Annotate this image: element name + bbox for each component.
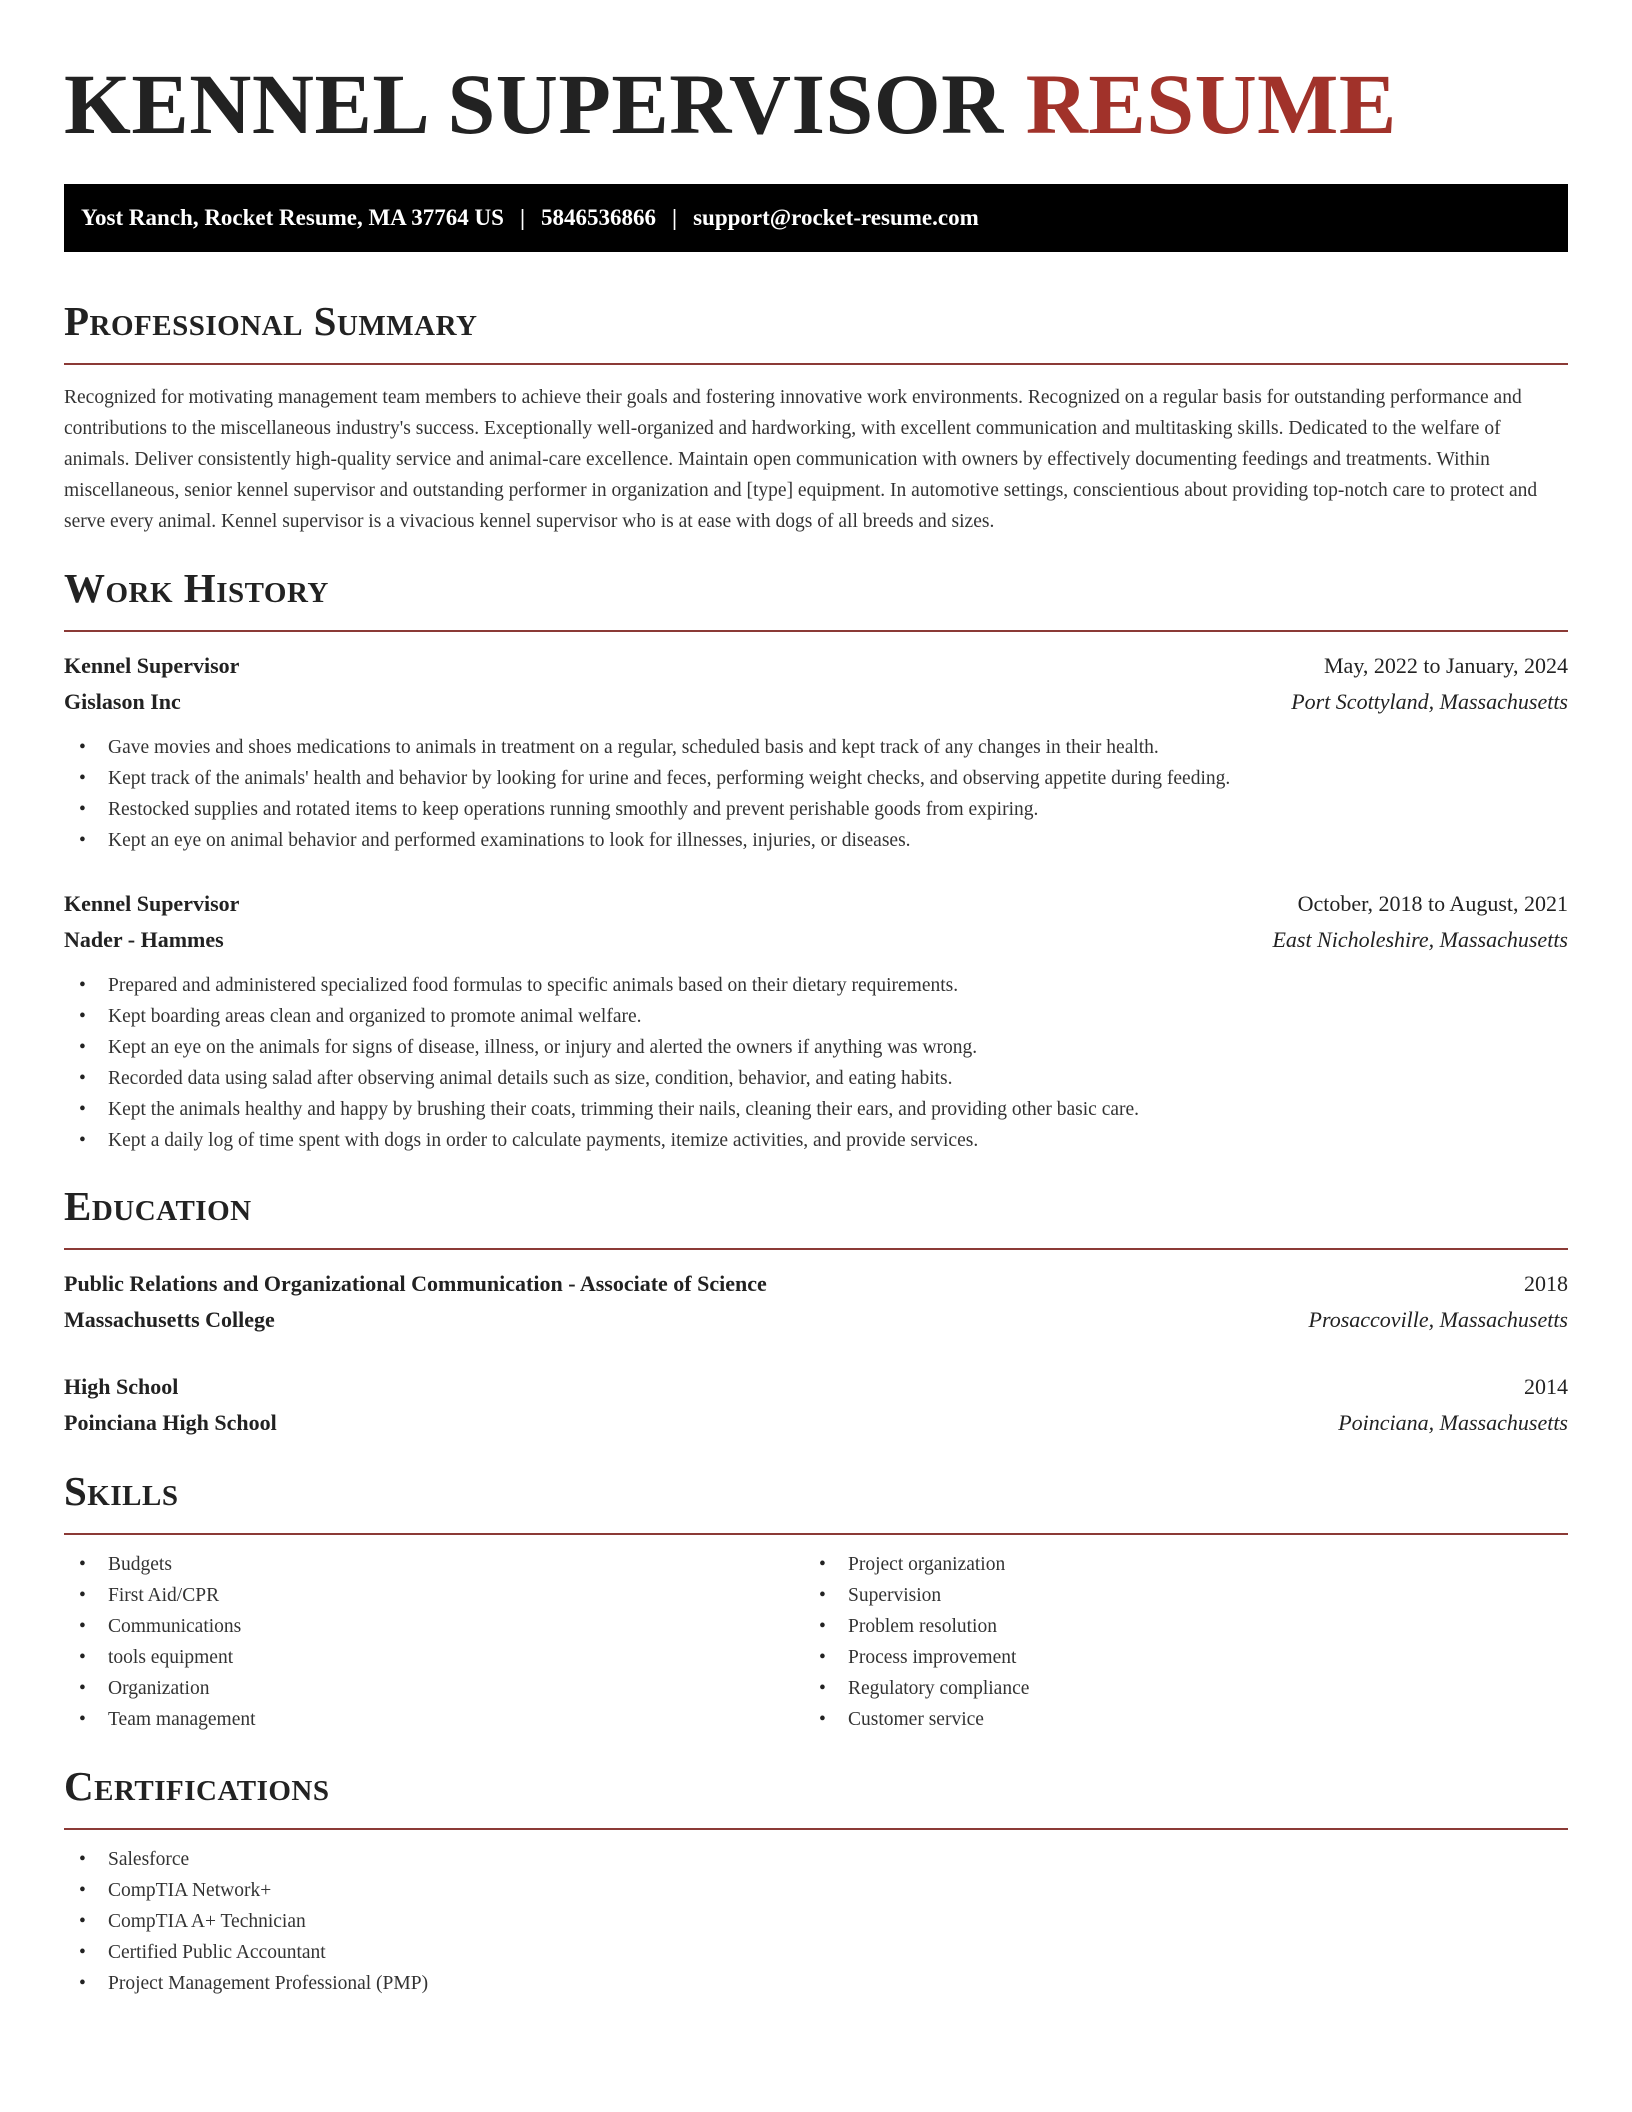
education-year: 2014 (1524, 1374, 1568, 1399)
skill-item: • Process improvement (804, 1642, 1544, 1673)
certifications-list (64, 1844, 1568, 1999)
certifications-section (64, 1762, 1568, 1999)
job-dates: May, 2022 to January, 2024 (1324, 653, 1568, 678)
skill-item: • Budgets (64, 1549, 804, 1580)
job-entry (64, 648, 1568, 856)
job-title: Kennel Supervisor (64, 891, 240, 916)
skills-column-left (64, 1549, 804, 1735)
job-bullet: • Kept boarding areas clean and organized to promote animal welfare. (64, 1001, 1568, 1032)
job-bullet: • Kept an eye on animal behavior and performed examinations to look for illnesses, injuries, or diseases. (64, 825, 1568, 856)
section-divider (64, 1828, 1568, 1830)
job-bullet: • Kept the animals healthy and happy by brushing their coats, trimming their nails, cleaning their ears, and providing other basic care. (64, 1094, 1568, 1125)
skill-item: • Regulatory compliance (804, 1673, 1544, 1704)
contact-email[interactable]: support@rocket-resume.com (693, 205, 979, 230)
section-divider (64, 1533, 1568, 1535)
title-main: KENNEL SUPERVISOR (64, 56, 1004, 152)
job-bullet: • Restocked supplies and rotated items to keep operations running smoothly and prevent perishable goods from expiring. (64, 794, 1568, 825)
skills-grid (64, 1549, 1568, 1735)
work-history-section (64, 564, 1568, 1156)
contact-bar (64, 184, 1568, 252)
section-heading-certifications: Certifications (64, 1763, 330, 1809)
certification-item: • Certified Public Accountant (64, 1937, 1568, 1968)
job-company: Nader - Hammes (64, 927, 224, 952)
section-divider (64, 1248, 1568, 1250)
skill-item: • Team management (64, 1704, 804, 1735)
section-divider (64, 363, 1568, 365)
education-section (64, 1182, 1568, 1441)
certification-item: • CompTIA Network+ (64, 1875, 1568, 1906)
job-header-row (64, 886, 1568, 922)
job-bullet: • Kept an eye on the animals for signs of disease, illness, or injury and alerted the owners if anything was wrong. (64, 1032, 1568, 1063)
skill-item: • Customer service (804, 1704, 1544, 1735)
title-accent: RESUME (1025, 56, 1397, 152)
contact-separator: | (519, 205, 526, 230)
skill-item: • Organization (64, 1673, 804, 1704)
job-bullets (64, 732, 1568, 856)
job-dates: October, 2018 to August, 2021 (1297, 891, 1568, 916)
job-header-row (64, 648, 1568, 684)
education-school: Massachusetts College (64, 1307, 275, 1332)
job-location: Port Scottyland, Massachusetts (1291, 689, 1568, 714)
education-year: 2018 (1524, 1271, 1568, 1296)
section-heading-summary: Professional Summary (64, 298, 478, 344)
skills-section (64, 1467, 1568, 1735)
certification-item: • CompTIA A+ Technician (64, 1906, 1568, 1937)
education-entry (64, 1369, 1568, 1441)
job-bullet: • Kept track of the animals' health and behavior by looking for urine and feces, performing weight checks, and observing appetite during feeding. (64, 763, 1568, 794)
job-entry (64, 886, 1568, 1156)
summary-section (64, 297, 1568, 537)
education-entry (64, 1266, 1568, 1338)
job-bullet: • Kept a daily log of time spent with dogs in order to calculate payments, itemize activities, and provide services. (64, 1125, 1568, 1156)
section-heading-skills: Skills (64, 1468, 179, 1514)
education-degree: Public Relations and Organizational Communication - Associate of Science (64, 1271, 767, 1296)
contact-phone[interactable]: 5846536866 (541, 205, 657, 230)
summary-text: Recognized for motivating management team members to achieve their goals and fostering innovative work environments. Recognized on a regular basis for outstanding performance and contributions to the miscellaneous industry's success. Exceptionally well-organized and hardworking, with excellent communication and multitasking skills. Dedicated to the welfare of animals. Deliver consistently high-quality service and animal-care excellence. Maintain open communication with owners by effectively documenting feedings and treatments. Within miscellaneous, senior kennel supervisor and outstanding performer in organization and [type] equipment. In automotive settings, conscientious about providing top-notch care to protect and serve every animal. Kennel supervisor is a vivacious kennel supervisor who is at ease with dogs of all breeds and sizes. (64, 387, 1538, 532)
section-divider (64, 630, 1568, 632)
skill-item: • Supervision (804, 1580, 1544, 1611)
education-degree: High School (64, 1374, 179, 1399)
job-bullet: • Gave movies and shoes medications to animals in treatment on a regular, scheduled basis and kept track of any changes in their health. (64, 732, 1568, 763)
job-company-row (64, 684, 1568, 720)
job-company-row (64, 922, 1568, 958)
job-bullets (64, 970, 1568, 1156)
education-school: Poinciana High School (64, 1410, 277, 1435)
education-school-row (64, 1405, 1568, 1441)
section-heading-work-history: Work History (64, 565, 329, 611)
contact-address: Yost Ranch, Rocket Resume, MA 37764 US (81, 205, 504, 230)
skill-item: • tools equipment (64, 1642, 804, 1673)
resume-title (64, 0, 1568, 154)
skills-column-right (804, 1549, 1544, 1735)
education-school-row (64, 1302, 1568, 1338)
education-header-row (64, 1266, 1568, 1302)
certification-item: • Project Management Professional (PMP) (64, 1968, 1568, 1999)
job-location: East Nicholeshire, Massachusetts (1272, 927, 1568, 952)
skill-item: • Problem resolution (804, 1611, 1544, 1642)
job-bullet: • Prepared and administered specialized food formulas to specific animals based on their dietary requirements. (64, 970, 1568, 1001)
job-bullet: • Recorded data using salad after observing animal details such as size, condition, behavior, and eating habits. (64, 1063, 1568, 1094)
education-location: Poinciana, Massachusetts (1338, 1410, 1568, 1435)
job-company: Gislason Inc (64, 689, 181, 714)
contact-separator: | (672, 205, 678, 230)
skill-item: • Communications (64, 1611, 804, 1642)
section-heading-education: Education (64, 1183, 252, 1229)
certification-item: • Salesforce (64, 1844, 1568, 1875)
job-title: Kennel Supervisor (64, 653, 240, 678)
skill-item: • First Aid/CPR (64, 1580, 804, 1611)
education-header-row (64, 1369, 1568, 1405)
education-location: Prosaccoville, Massachusetts (1308, 1307, 1568, 1332)
resume-page (64, 0, 1568, 1999)
skill-item: • Project organization (804, 1549, 1544, 1580)
